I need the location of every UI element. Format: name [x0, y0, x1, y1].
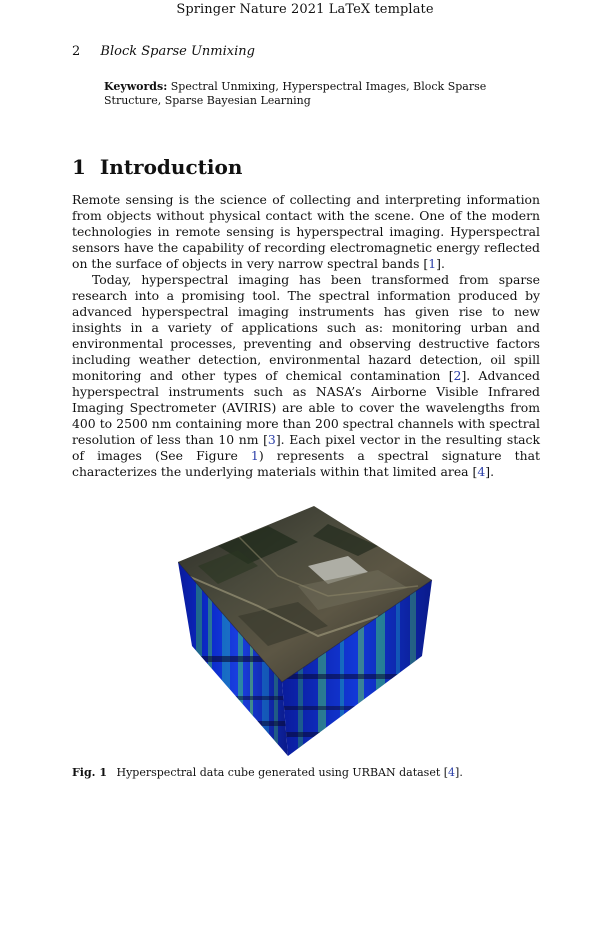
short-title: Block Sparse Unmixing	[100, 44, 255, 59]
running-head-pre: Springer Nature 2021	[176, 2, 329, 17]
page-number: 2	[72, 44, 81, 59]
text-run: Today, hyperspectral imaging has been transformed from sparse research into a promising tool. The spectral information produced by advanced hyperspectral imaging instruments has given rise to new insights in a variety of applications such as: monitoring urban and environmental processes, preventing and observing destructive factors including weather detection, environmental hazard detection, oil spill monitoring and other types of chemical contamination [	[72, 272, 540, 383]
figure-label: Fig. 1	[72, 766, 107, 779]
citation-link[interactable]: 3	[267, 432, 276, 447]
text-run: ].	[485, 464, 495, 479]
running-head	[0, 2, 610, 17]
section-title: Introduction	[99, 155, 243, 179]
page-header	[72, 44, 255, 59]
latex-logo: LaTeX	[328, 2, 371, 17]
citation-link[interactable]: 4	[448, 766, 456, 779]
caption-text: Hyperspectral data cube generated using URBAN dataset [	[116, 766, 449, 779]
caption-text-end: ].	[455, 766, 463, 779]
body-text	[72, 192, 540, 480]
text-run: Remote sensing is the science of collecting and interpreting information from objects without physical contact with the scene. One of the modern technologies in remote sensing is hyperspectral imaging. Hyperspectral sensors have the capability of recording electromagnetic energy reflected on the surface of objects in very narrow spectral bands [	[72, 192, 540, 271]
text-run: ) represents a spectral signature that characterizes the underlying materials within that limited area [	[72, 448, 540, 479]
keywords-text: Spectral Unmixing, Hyperspectral Images, Block Sparse Structure, Sparse Bayesian Learning	[104, 80, 487, 107]
figure-caption	[72, 766, 463, 779]
paragraph-2	[72, 272, 540, 480]
citation-link[interactable]: 4	[477, 464, 486, 479]
keywords-block	[104, 80, 504, 108]
text-run: ]. Advanced hyperspectral instruments such as NASA’s Airborne Visible Infrared Imaging Spectrometer (AVIRIS) are able to cover the wavelengths from 400 to 2500 nm containing more than 200 spectral channels with spectral resolution of less than 10 nm [	[72, 368, 540, 447]
running-head-post: template	[370, 2, 434, 17]
section-number: 1	[72, 155, 86, 179]
paragraph-1	[72, 192, 540, 272]
text-run: ].	[436, 256, 445, 271]
keywords-label: Keywords:	[104, 80, 168, 93]
figure-reference-link[interactable]: 1	[250, 448, 259, 463]
data-cube-image	[178, 506, 434, 758]
text-run: ]. Each pixel vector in the resulting stack of images (See Figure	[72, 432, 541, 463]
citation-link[interactable]: 1	[428, 256, 437, 271]
hyperspectral-cube-figure	[178, 506, 434, 758]
citation-link[interactable]: 2	[453, 368, 462, 383]
section-heading	[72, 155, 242, 179]
